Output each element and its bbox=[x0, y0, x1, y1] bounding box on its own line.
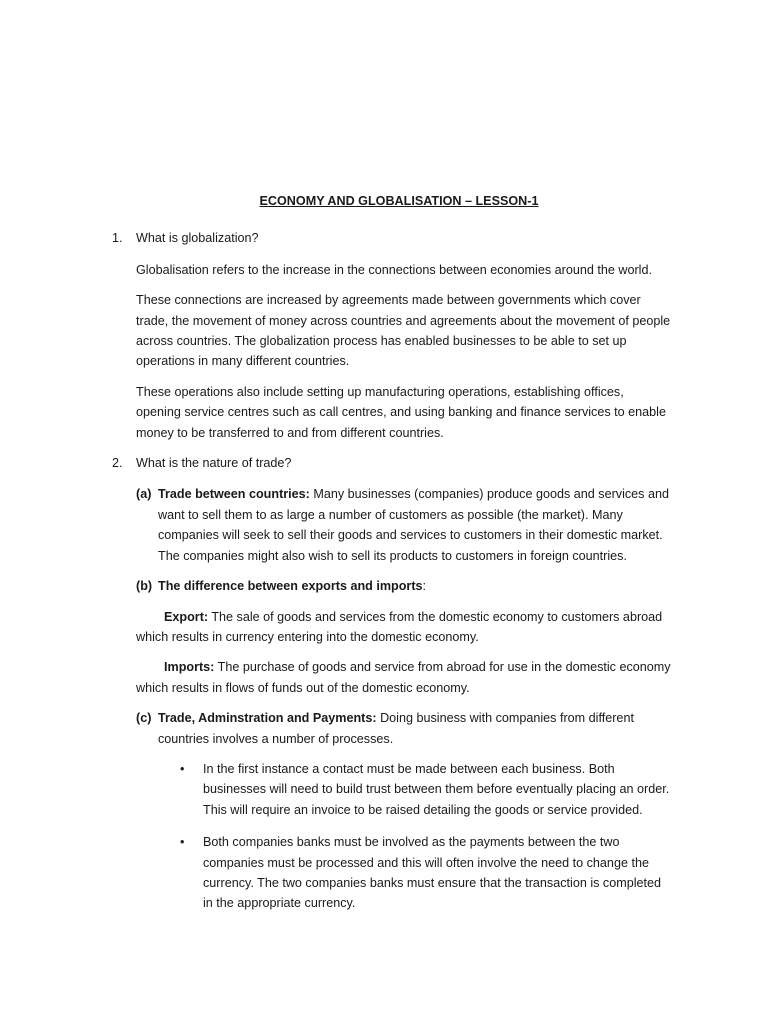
list-item bbox=[112, 832, 672, 914]
question-2 bbox=[112, 453, 672, 473]
definition-text: The purchase of goods and service from abroad for use in the domestic economy which results in flows of funds out of the domestic economy. bbox=[136, 660, 671, 695]
definition-text: The sale of goods and services from the domestic economy to customers abroad which results in currency entering into the domestic economy. bbox=[136, 609, 663, 644]
list-item-text: In the first instance a contact must be made between each business. Both businesses will need to build trust between them before eventually placing an order. This will require an invoice to be raised detailing the goods or service provided. bbox=[203, 761, 670, 817]
question-text: What is the nature of trade? bbox=[136, 456, 292, 471]
subsection-a bbox=[112, 484, 672, 566]
import-definition bbox=[136, 657, 672, 698]
definition-term: Imports: bbox=[164, 660, 215, 675]
paragraph: These operations also include setting up manufacturing operations, establishing offices, opening service centres such as call centres, and using banking and finance services to enable money to be transferred to and from different countries. bbox=[136, 384, 666, 440]
page-title: ECONOMY AND GLOBALISATION – LESSON-1 bbox=[259, 194, 539, 208]
paragraph: These connections are increased by agreements made between governments which cover trade, the movement of money across countries and agreements about the movement of people across countries. The globalization process has enabled businesses to be able to set up operations in many different countries. bbox=[136, 293, 671, 369]
subsection-colon: : bbox=[422, 579, 427, 594]
subsection-label: (b) bbox=[136, 579, 153, 594]
question-1 bbox=[112, 228, 672, 248]
question-number: 2. bbox=[112, 456, 123, 471]
subsection-heading: The difference between exports and imports bbox=[158, 579, 423, 594]
question-text: What is globalization? bbox=[136, 231, 259, 246]
document-body bbox=[112, 191, 672, 926]
paragraph: Globalisation refers to the increase in the connections between economies around the world. bbox=[136, 262, 652, 277]
subsection-label: (c) bbox=[136, 711, 152, 726]
subsection-heading: Trade, Adminstration and Payments: bbox=[158, 711, 377, 726]
subsection-text: Doing business with companies from different countries involves a number of processes. bbox=[158, 711, 634, 746]
question-number: 1. bbox=[112, 231, 123, 246]
subsection-label: (a) bbox=[136, 487, 152, 502]
definition-term: Export: bbox=[164, 609, 209, 624]
bullet-icon: • bbox=[180, 761, 185, 776]
list-item-text: Both companies banks must be involved as the payments between the two companies must be processed and this will often involve the need to change the currency. The two companies banks must ensure that the transaction is completed in the appropriate currency. bbox=[203, 835, 662, 911]
export-definition bbox=[136, 607, 672, 648]
bullet-icon: • bbox=[180, 835, 185, 850]
list-item bbox=[112, 759, 672, 820]
subsection-heading: Trade between countries: bbox=[158, 487, 310, 502]
subsection-text: Many businesses (companies) produce goods and services and want to sell them to as large a number of customers as possible (the market). Many companies will seek to sell their goods and services to customers in their domestic market. The companies might also wish to sell its products to customers in foreign countries. bbox=[158, 487, 669, 563]
subsection-c bbox=[112, 708, 672, 749]
subsection-b bbox=[112, 576, 672, 596]
